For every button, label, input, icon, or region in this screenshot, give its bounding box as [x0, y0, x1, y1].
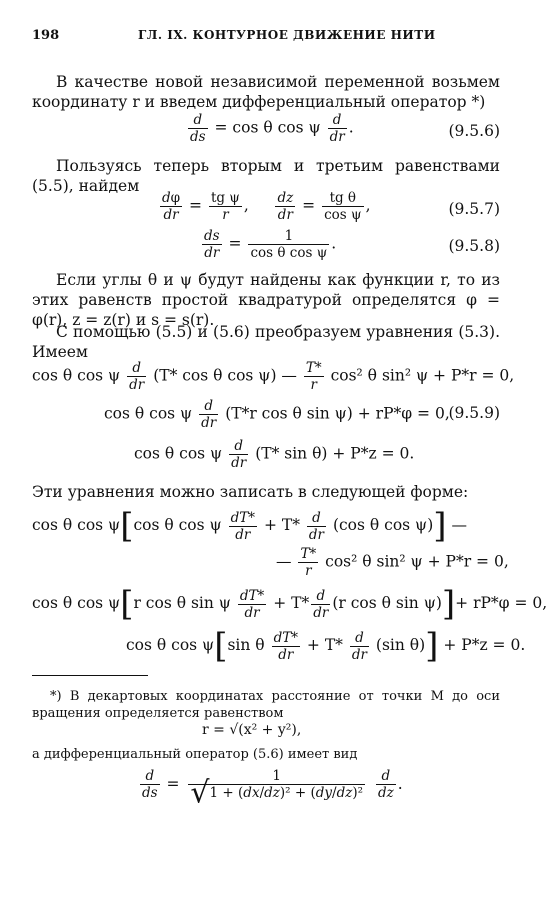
- page-number: 198: [32, 28, 60, 43]
- footnote-operator-text: а дифференциальный оператор (5.6) имеет вид: [32, 747, 358, 762]
- system2-line4: cos θ cos ψ[sin θ $\frac{dT*}{dr}$ + T* $\frac{d}{dr}$ (sin θ)] + P*z = 0.: [126, 626, 526, 666]
- equation-9-5-6-rhs: = cos θ cos ψ: [214, 118, 321, 137]
- paragraph-intro-variable: В качестве новой независимой переменной возьмем координату r и введем дифференциальный оператор *): [32, 73, 500, 111]
- equation-9-5-6: $\frac{d}{ds}$ = cos θ cos ψ $\frac{d}{dr}$ .: [190, 112, 354, 145]
- equation-number-9-5-7: (9.5.7): [448, 200, 500, 218]
- footnote-text: *) В декартовых координатах расстояние от точки M до оси вращения определяется равенством: [32, 689, 500, 721]
- equation-9-5-7-comma: ,: [365, 196, 371, 215]
- system2-line3: cos θ cos ψ[r cos θ sin ψ $\frac{dT*}{dr}$ + T* $\frac{d}{dr}$ (r cos θ sin ψ)]+ rP*φ = 0,: [32, 584, 547, 624]
- equation-9-5-8-equals: =: [228, 234, 242, 253]
- system1-line3: cos θ cos ψ $\frac{d}{dr}$ (T* sin θ) + P*z = 0.: [134, 438, 415, 471]
- footnote-operator-formula: $\frac{d}{ds}$ = $\frac{1}{\text{√1 + (dx/dz)² + (dy/dz)²}}$ $\frac{d}{dz}$ .: [142, 768, 403, 811]
- equation-9-5-8: $\frac{ds}{dr}$ = $\frac{1}{\text{cos θ cos ψ}}$ .: [204, 228, 337, 261]
- footnote-radius-formula: r = √(x² + y²),: [202, 722, 302, 738]
- equation-number-9-5-8: (9.5.8): [448, 237, 500, 255]
- equation-number-9-5-9: (9.5.9): [448, 404, 500, 422]
- paragraph-angles-quadrature: Если углы θ и ψ будут найдены как функции r, то из этих равенств простой квадратурой определятся φ = φ(r), z = z(r) и s = s(r).: [32, 271, 500, 329]
- system2-line1: cos θ cos ψ[cos θ cos ψ $\frac{dT*}{dr}$ + T* $\frac{d}{dr}$ (cos θ cos ψ)] —: [32, 506, 467, 546]
- system1-line1: cos θ cos ψ $\frac{d}{dr}$ (T* cos θ cos ψ) — $\frac{T*}{r}$ cos² θ sin² ψ + P*r = 0,: [32, 360, 515, 393]
- equation-number-9-5-6: (9.5.6): [448, 122, 500, 140]
- equation-9-5-7: $\frac{d\varphi}{dr}$ = $\frac{\text{tg ψ}}{r}$ , $\frac{dz}{dr}$ = $\frac{\text{tg θ}}{\text{cos ψ}}$ ,: [162, 190, 371, 223]
- fraction-d-ds: $\frac{d}{ds}$: [190, 112, 206, 145]
- paragraph-following-form: Эти уравнения можно записать в следующей форме:: [32, 483, 469, 501]
- running-header: [0, 28, 532, 46]
- paragraph-transform-equations: С помощью (5.5) и (5.6) преобразуем уравнения (5.3). Имеем: [32, 323, 500, 361]
- footnote-separator: [32, 675, 148, 676]
- system1-line2: cos θ cos ψ $\frac{d}{dr}$ (T*r cos θ sin ψ) + rP*φ = 0,: [104, 398, 450, 431]
- fraction-d-dr: $\frac{d}{dr}$: [329, 112, 345, 145]
- system2-line2: — $\frac{T*}{r}$ cos² θ sin² ψ + P*r = 0,: [276, 546, 509, 579]
- chapter-title: ГЛ. IX. КОНТУРНОЕ ДВИЖЕНИЕ НИТИ: [138, 28, 436, 42]
- paragraph-using-equalities: Пользуясь теперь вторым и третьим равенствами (5.5), найдем: [32, 157, 500, 195]
